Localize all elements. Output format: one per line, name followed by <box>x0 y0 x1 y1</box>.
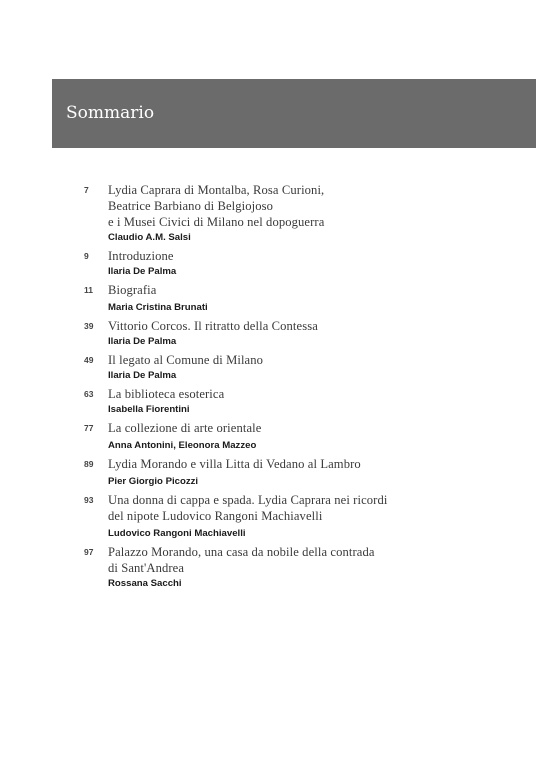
toc-author: Isabella Fiorentini <box>108 404 190 415</box>
toc-author: Ilaria De Palma <box>108 370 177 381</box>
toc-page-number: 9 <box>84 251 89 261</box>
toc-entry <box>84 456 524 489</box>
toc-title-line: Introduzione <box>108 249 174 263</box>
toc-page-number: 49 <box>84 355 94 365</box>
toc-author: Anna Antonini, Eleonora Mazzeo <box>108 440 257 451</box>
toc-author: Rossana Sacchi <box>108 578 182 589</box>
toc-title-line: La biblioteca esoterica <box>108 387 225 401</box>
toc-entry <box>84 352 524 383</box>
toc-page-number: 63 <box>84 389 94 399</box>
toc-title <box>108 318 524 334</box>
toc-title <box>108 282 524 298</box>
toc-title <box>108 544 524 576</box>
toc-title <box>108 248 524 264</box>
toc-title-line: Palazzo Morando, una casa da nobile della contrada <box>108 545 375 559</box>
toc-title <box>108 420 524 436</box>
header-banner <box>52 79 536 148</box>
toc-author: Ludovico Rangoni Machiavelli <box>108 528 246 539</box>
toc-title <box>108 182 524 230</box>
toc-title <box>108 386 524 402</box>
table-of-contents <box>84 182 524 594</box>
toc-entry <box>84 318 524 349</box>
toc-author: Maria Cristina Brunati <box>108 302 208 313</box>
toc-title-line: Beatrice Barbiano di Belgiojoso <box>108 199 274 213</box>
toc-page-number: 89 <box>84 459 94 469</box>
toc-title-line: Biografia <box>108 283 157 297</box>
toc-page-number: 11 <box>84 285 93 295</box>
toc-author: Ilaria De Palma <box>108 336 177 347</box>
page-title: Sommario <box>66 103 155 123</box>
toc-page-number: 97 <box>84 547 94 557</box>
toc-title-line: e i Musei Civici di Milano nel dopoguerra <box>108 215 325 229</box>
toc-page-number: 7 <box>84 185 89 195</box>
toc-page-number: 39 <box>84 321 94 331</box>
toc-page-number: 93 <box>84 495 94 505</box>
toc-entry <box>84 282 524 315</box>
toc-title-line: Lydia Caprara di Montalba, Rosa Curioni, <box>108 183 325 197</box>
toc-author: Pier Giorgio Picozzi <box>108 476 199 487</box>
toc-entry <box>84 386 524 417</box>
toc-title-line: Il legato al Comune di Milano <box>108 353 264 367</box>
toc-entry <box>84 492 524 541</box>
toc-title-line: del nipote Ludovico Rangoni Machiavelli <box>108 509 323 523</box>
toc-author: Ilaria De Palma <box>108 266 177 277</box>
toc-entry <box>84 544 524 591</box>
toc-title-line: Vittorio Corcos. Il ritratto della Contessa <box>108 319 318 333</box>
toc-title <box>108 352 524 368</box>
toc-title <box>108 456 524 472</box>
toc-title <box>108 492 524 524</box>
toc-author: Claudio A.M. Salsi <box>108 232 191 243</box>
toc-page-number: 77 <box>84 423 94 433</box>
toc-title-line: di Sant'Andrea <box>108 561 185 575</box>
toc-entry <box>84 248 524 279</box>
toc-entry <box>84 182 524 245</box>
toc-title-line: La collezione di arte orientale <box>108 421 262 435</box>
toc-title-line: Una donna di cappa e spada. Lydia Caprara nei ricordi <box>108 493 388 507</box>
toc-entry <box>84 420 524 453</box>
toc-title-line: Lydia Morando e villa Litta di Vedano al Lambro <box>108 457 361 471</box>
